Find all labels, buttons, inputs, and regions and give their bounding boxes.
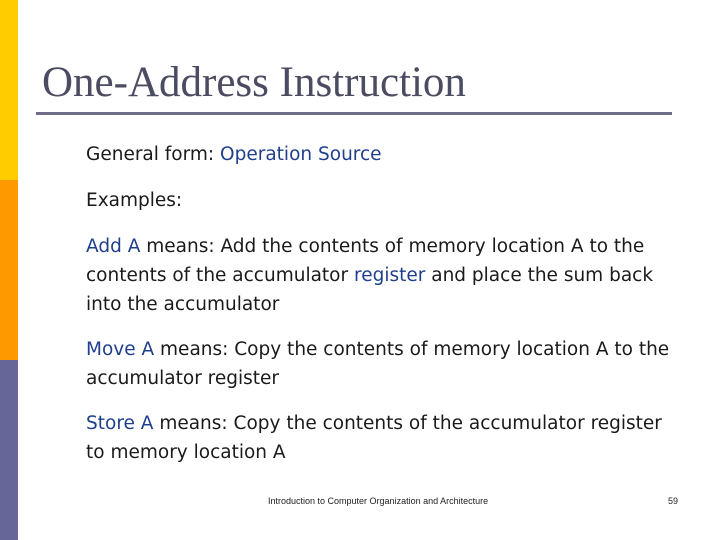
example-move bbox=[86, 335, 686, 393]
general-form-line bbox=[86, 140, 686, 169]
example-store bbox=[86, 409, 686, 467]
slide-body bbox=[86, 140, 686, 467]
examples-label: Examples: bbox=[86, 190, 183, 211]
accent-bar-top bbox=[0, 0, 18, 180]
general-form-label: General form: bbox=[86, 144, 221, 165]
accent-bar-bottom bbox=[0, 360, 18, 540]
register-keyword: register bbox=[354, 265, 426, 286]
footer-text: Introduction to Computer Organization and Architecture bbox=[268, 496, 489, 506]
move-description: means: Copy the contents of memory location A to the accumulator register bbox=[86, 339, 670, 389]
add-description-start: means: Add the contents of memory location A to the contents of the accumulator bbox=[86, 236, 645, 286]
title-underline bbox=[36, 112, 672, 115]
operation-keyword: Operation bbox=[220, 144, 313, 165]
store-description: means: Copy the contents of the accumulator register to memory location A bbox=[86, 413, 662, 463]
source-keyword: Source bbox=[318, 144, 382, 165]
move-instruction: Move A bbox=[86, 339, 155, 360]
example-add bbox=[86, 232, 686, 319]
accent-bar-middle bbox=[0, 180, 18, 360]
add-instruction: Add A bbox=[86, 236, 141, 257]
slide-title: One-Address Instruction bbox=[42, 59, 466, 106]
add-description-end: and place the sum back into the accumulator bbox=[86, 265, 654, 315]
page-number: 59 bbox=[667, 496, 678, 506]
store-instruction: Store A bbox=[86, 413, 154, 434]
